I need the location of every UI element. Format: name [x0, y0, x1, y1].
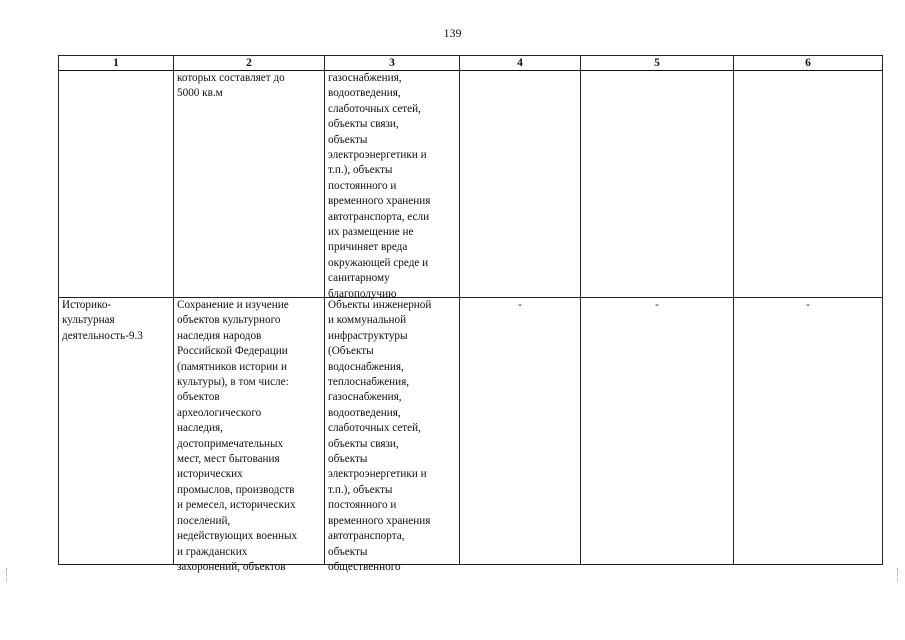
column-header-5: 5 [581, 56, 734, 71]
table-cell [174, 71, 325, 298]
table-cell [734, 71, 883, 298]
column-header-3: 3 [325, 56, 460, 71]
table-row [59, 298, 883, 565]
page-number: 139 [443, 26, 462, 40]
table-cell [460, 71, 581, 298]
cell-text: Объекты инженерной и коммунальной инфраструктуры (Объекты водоснабжения, теплоснабжения, газоснабжения, водоотведения, слаботочных сетей, объекты связи, объекты электроэнергетики и т.п.), объекты постоянного и временного хранения автотранспорта, объекты общественного [328, 299, 432, 573]
cell-text [584, 71, 730, 297]
table-cell [734, 298, 883, 565]
table-cell [460, 298, 581, 565]
column-header-2: 2 [174, 56, 325, 71]
column-header-4: 4 [460, 56, 581, 71]
table-cell [174, 298, 325, 573]
table-cell [325, 71, 460, 298]
cell-text: - [806, 299, 810, 311]
cell-text: - [655, 299, 659, 311]
table-cell [581, 298, 734, 565]
cell-text [737, 71, 879, 297]
header-row [59, 56, 883, 71]
table-cell [325, 298, 460, 573]
column-header-6: 6 [734, 56, 883, 71]
cell-text: - [518, 299, 522, 311]
cell-text: Сохранение и изучение объектов культурного наследия народов Российской Федерации (памятников истории и культуры), в том числе: объектов археологического наследия, достопримечательных мест, мест бытования исторических промыслов, производств и ремесел, исторических поселений, недействующих военных и гражданских захоронений, объектов [177, 299, 298, 573]
cell-text: газоснабжения, водоотведения, слаботочных сетей, объекты связи, объекты электроэнергетики и т.п.), объекты постоянного и временного хранения автотранспорта, если их размещение не причиняет вреда окружающей среде и санитарному благополучию [328, 72, 431, 300]
cell-text [463, 71, 577, 297]
cell-text: которых составляет до 5000 кв.м [177, 72, 285, 100]
table-row [59, 71, 883, 298]
table-cell [59, 71, 174, 298]
scan-edge-mark-left [6, 568, 8, 582]
table-cell [59, 298, 174, 565]
column-header-1: 1 [59, 56, 174, 71]
scan-edge-mark-right [897, 568, 899, 582]
cell-text [62, 71, 170, 297]
land-use-table [58, 55, 883, 573]
table-cell [581, 71, 734, 298]
cell-text: Историко- культурная деятельность-9.3 [62, 299, 143, 342]
